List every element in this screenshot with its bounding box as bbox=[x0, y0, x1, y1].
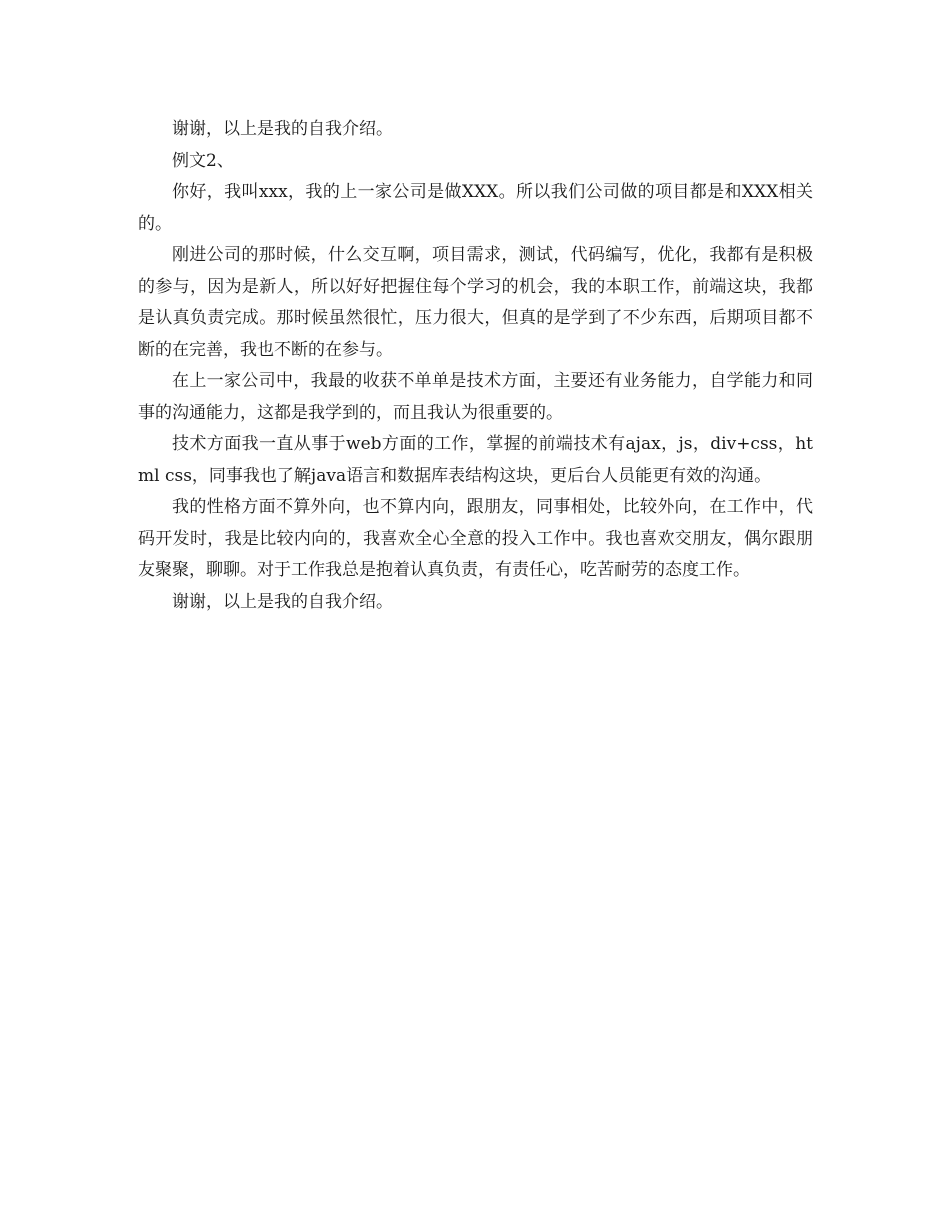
paragraph-closing-thanks-1: 谢谢，以上是我的自我介绍。 bbox=[172, 119, 393, 139]
paragraph-personality: 我的性格方面不算外向，也不算内向，跟朋友，同事相处，比较外向，在工作中，代码开发时，我是比较内向的，我喜欢全心全意的投入工作中。我也喜欢交朋友，偶尔跟朋友聚聚，聊聊。对于工作我总是抱着认真负责，有责任心，吃苦耐劳的态度工作。 bbox=[138, 497, 813, 580]
paragraph-closing-thanks-2: 谢谢，以上是我的自我介绍。 bbox=[172, 591, 393, 612]
paragraph-technical-skills: 技术方面我一直从事于web方面的工作，掌握的前端技术有ajax，js，div+css，html css，同事我也了解java语言和数据库表结构这块，更后台人员能更有效的沟通。 bbox=[138, 434, 813, 486]
paragraph-example-heading: 例文2、 bbox=[172, 150, 234, 171]
document-body bbox=[138, 114, 813, 618]
paragraph-greeting: 你好，我叫xxx，我的上一家公司是做XXX。所以我们公司做的项目都是和XXX相关的。 bbox=[138, 182, 813, 234]
paragraph-work-experience: 刚进公司的那时候，什么交互啊，项目需求，测试，代码编写，优化，我都有是积极的参与，因为是新人，所以好好把握住每个学习的机会，我的本职工作，前端这块，我都是认真负责完成。那时候虽然很忙，压力很大，但真的是学到了不少东西，后期项目都不断的在完善，我也不断的在参与。 bbox=[138, 245, 813, 360]
paragraph-gains: 在上一家公司中，我最的收获不单单是技术方面，主要还有业务能力，自学能力和同事的沟通能力，这都是我学到的，而且我认为很重要的。 bbox=[138, 371, 813, 423]
